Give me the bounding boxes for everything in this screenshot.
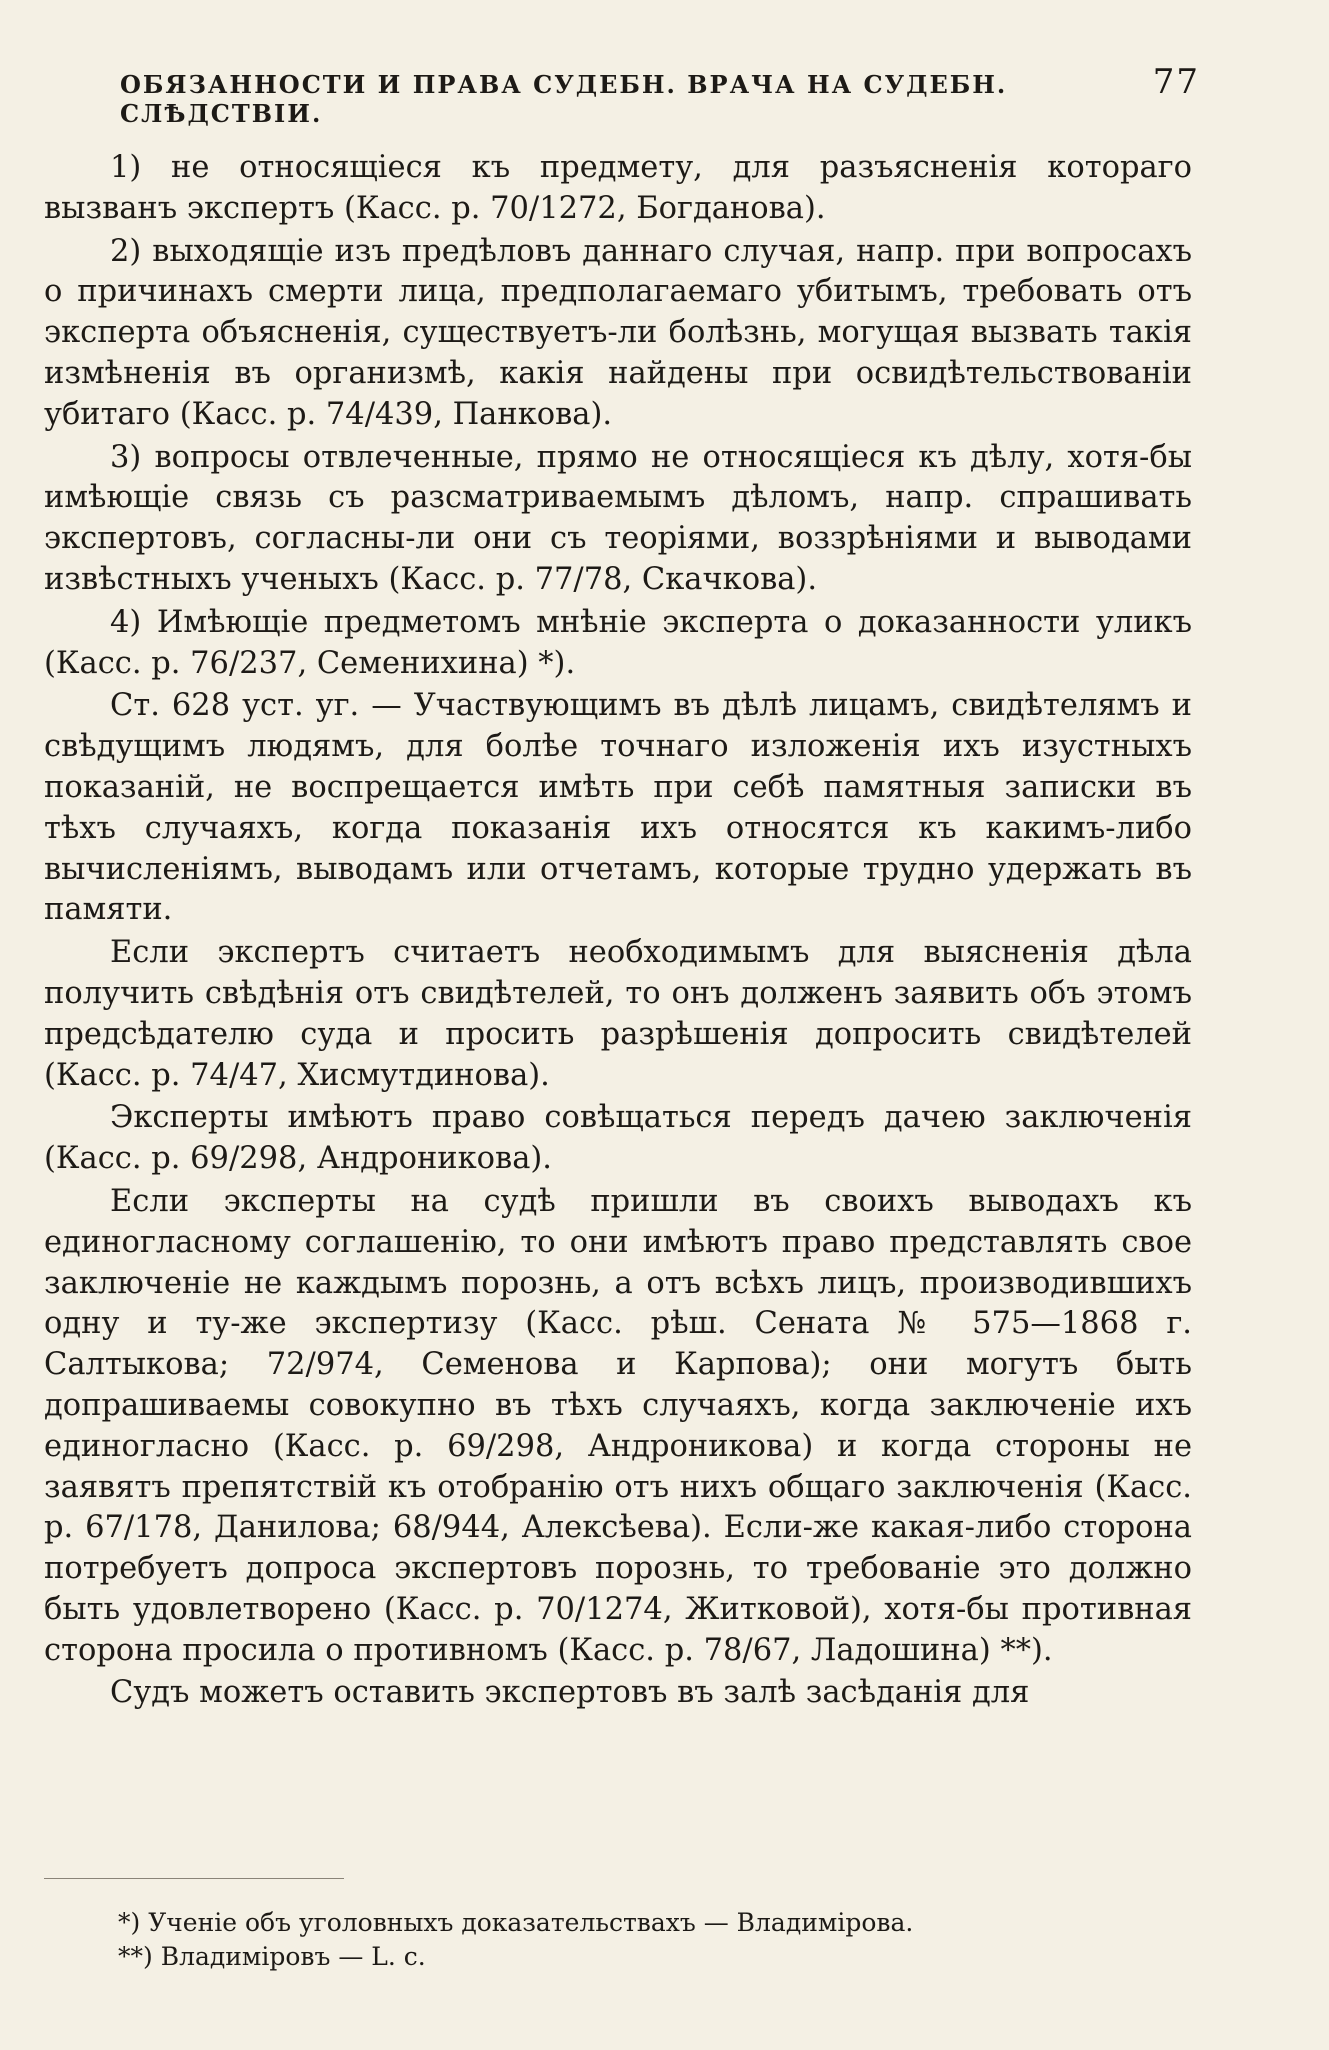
paragraph: 4) Имѣющіе предметомъ мнѣніе эксперта о доказанности уликъ (Касс. р. 76/237, Семенихина) *). [44,604,1192,681]
paragraph: 3) вопросы отвлеченные, прямо не относящіеся къ дѣлу, хотя-бы имѣющіе связь съ разсматриваемымъ дѣломъ, напр. спрашивать экспертовъ, согласны-ли они съ теоріями, воззрѣніями и выводами извѣстныхъ ученыхъ (Касс. р. 77/78, Скачкова). [44,439,1192,597]
footnote: **) Владиміровъ — L. c. [118,1942,426,1971]
paragraph: Если экспертъ считаетъ необходимымъ для выясненія дѣла получить свѣдѣнія отъ свидѣтелей, то онъ долженъ заявить объ этомъ предсѣдателю суда и просить разрѣшенія допросить свидѣтелей (Касс. р. 74/47, Хисмутдинова). [44,935,1192,1093]
paragraph: Эксперты имѣютъ право совѣщаться передъ дачею заключенія (Касс. р. 69/298, Андроникова). [44,1100,1192,1177]
paragraph: 2) выходящіе изъ предѣловъ даннаго случая, напр. при вопросахъ о причинахъ смерти лица, предполагаемаго убитымъ, требовать отъ эксперта объясненія, существуетъ-ли болѣзнь, могущая вызвать такія измѣненія въ организмѣ, какія найдены при освидѣтельствованіи убитаго (Касс. р. 74/439, Панкова). [44,233,1192,432]
footnote: *) Ученіе объ уголовныхъ доказательствахъ — Владимірова. [118,1908,914,1937]
paragraph: Судъ можетъ оставить экспертовъ въ залѣ засѣданія для [110,1675,1030,1711]
running-title: ОБЯЗАННОСТИ И ПРАВА СУДЕБН. ВРАЧА НА СУДЕБН. СЛѢДСТВІИ. [120,70,1008,128]
page-number: 77 [1152,62,1200,102]
running-header [120,62,1200,128]
paragraph: Если эксперты на судѣ пришли въ своихъ выводахъ къ единогласному соглашенію, то они имѣютъ право представлять свое заключеніе не каждымъ порознь, а отъ всѣхъ лицъ, производившихъ одну и ту-же экспертизу (Касс. рѣш. Сената № 575—1868 г. Салтыкова; 72/974, Семенова и Карпова); они могутъ быть допрашиваемы совокупно въ тѣхъ случаяхъ, когда заключеніе ихъ единогласно (Касс. р. 69/298, Андроникова) и когда стороны не заявятъ препятствій къ отобранію отъ нихъ общаго заключенія (Касс. р. 67/178, Данилова; 68/944, Алексѣева). Если-же какая-либо сторона потребуетъ допроса экспертовъ порознь, то требованіе это должно быть удовлетворено (Касс. р. 70/1274, Житковой), хотя-бы противная сторона просила о противномъ (Касс. р. 78/67, Ладошина) **). [44,1183,1192,1668]
footnote-divider [44,1878,344,1879]
paragraph: 1) не относящіеся къ предмету, для разъясненія котораго вызванъ экспертъ (Касс. р. 70/1272, Богданова). [44,150,1192,226]
footnotes [118,1906,1168,1974]
paragraph: Ст. 628 уст. уг. — Участвующимъ въ дѣлѣ лицамъ, свидѣтелямъ и свѣдущимъ людямъ, для болѣе точнаго изложенія ихъ изустныхъ показаній, не воспрещается имѣть при себѣ памятныя записки въ тѣхъ случаяхъ, когда показанія ихъ относятся къ какимъ-либо вычисленіямъ, выводамъ или отчетамъ, которые трудно удержать въ памяти. [44,688,1192,928]
body-text [44,148,1192,1716]
